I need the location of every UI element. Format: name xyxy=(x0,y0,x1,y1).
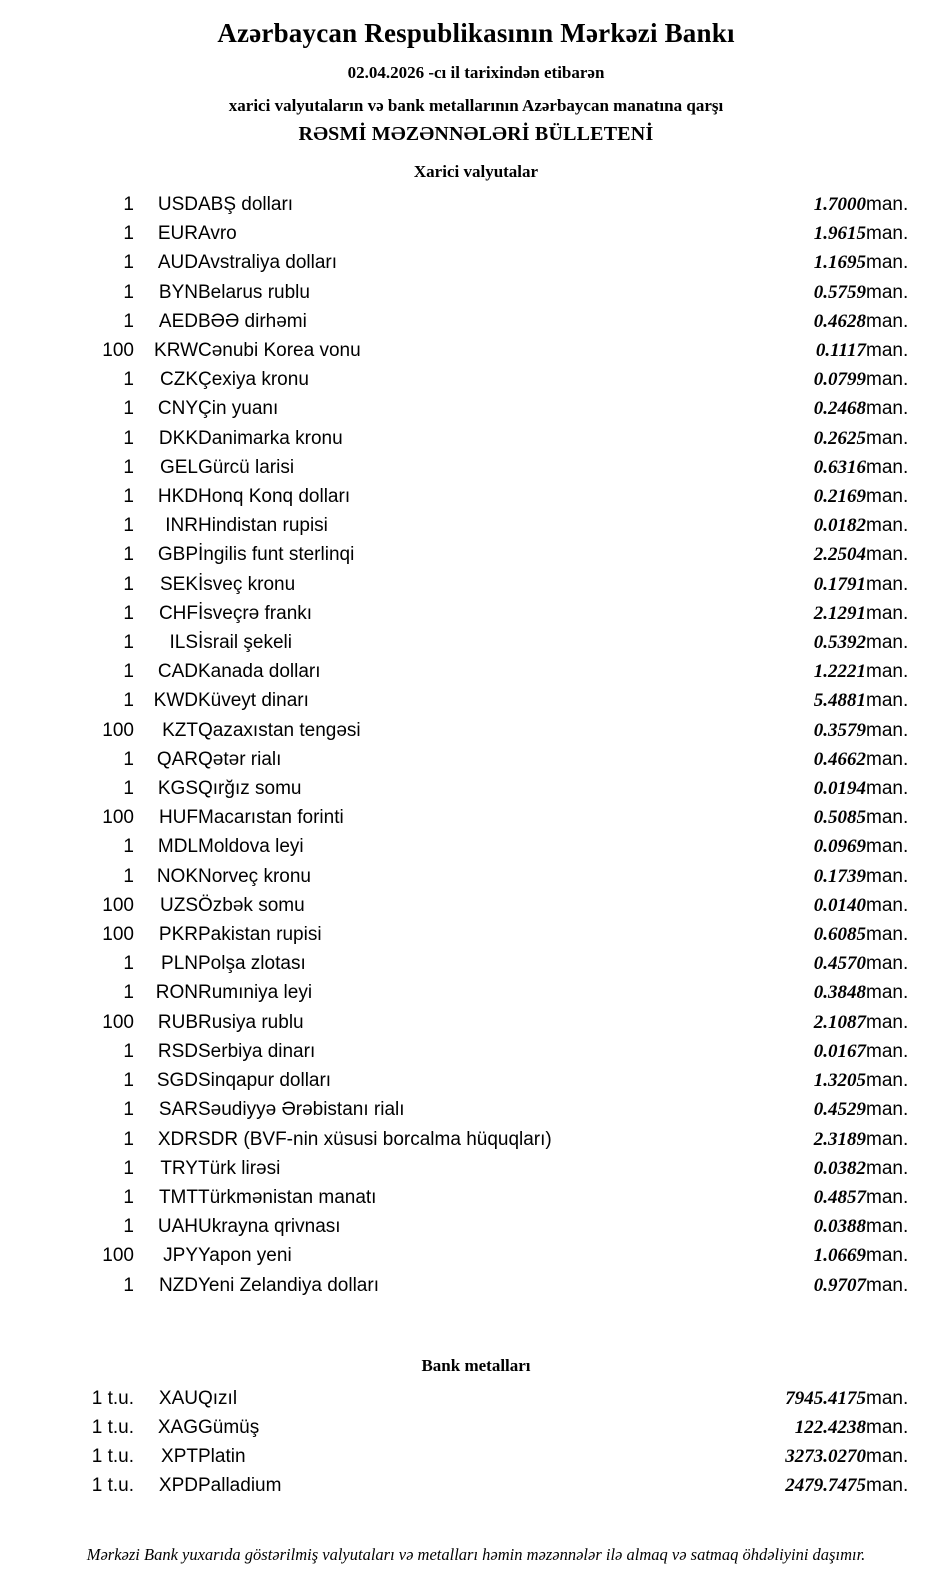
currency-name-cell: Çin yuanı xyxy=(198,398,279,420)
rate-value-cell: 122.4238 xyxy=(794,1416,866,1438)
currency-name-cell: Norveç kronu xyxy=(198,865,311,887)
table-row xyxy=(24,1183,928,1212)
currency-code-cell: CHF xyxy=(158,602,198,624)
units-cell: 1 xyxy=(123,1070,134,1092)
currency-code-cell: XPD xyxy=(158,1475,198,1497)
rate-unit-cell: man. xyxy=(866,602,909,624)
currency-code-cell: XAG xyxy=(157,1416,198,1438)
rate-unit-cell: man. xyxy=(866,836,909,858)
units-cell: 1 xyxy=(123,690,134,712)
table-row xyxy=(24,1154,928,1183)
table-row xyxy=(24,891,928,920)
currency-code-cell: JPY xyxy=(163,1245,198,1267)
currency-name-cell: ABŞ dolları xyxy=(198,194,294,215)
rate-value-cell: 1.7000 xyxy=(813,194,866,215)
rate-unit-cell: man. xyxy=(866,1011,909,1033)
currency-name-cell: Hindistan rupisi xyxy=(198,515,328,537)
currency-code-cell: SGD xyxy=(156,1070,198,1092)
units-cell: 1 xyxy=(123,836,134,858)
rate-unit-cell: man. xyxy=(866,778,909,800)
rate-unit-cell: man. xyxy=(866,661,909,683)
units-cell: 1 xyxy=(123,544,134,566)
currency-name-cell: Moldova leyi xyxy=(198,836,304,858)
currency-code-cell: PKR xyxy=(158,924,198,946)
rate-value-cell: 0.5392 xyxy=(813,632,866,654)
units-cell: 1 xyxy=(123,1040,134,1062)
currency-name-cell: BƏƏ dirhəmi xyxy=(198,310,307,332)
units-cell: 100 xyxy=(102,1011,134,1033)
units-cell: 1 xyxy=(123,1157,134,1179)
currency-name-cell: Qızıl xyxy=(198,1387,238,1409)
units-cell: 1 xyxy=(123,252,134,274)
currency-code-cell: TRY xyxy=(160,1157,198,1179)
table-row xyxy=(24,482,928,511)
rate-value-cell: 0.9707 xyxy=(813,1274,866,1296)
rate-unit-cell: man. xyxy=(866,427,909,449)
units-cell: 1 xyxy=(123,427,134,449)
currency-name-cell: İsveç kronu xyxy=(198,573,296,595)
rate-value-cell: 0.2625 xyxy=(813,427,866,449)
currency-name-cell: SDR (BVF-nin xüsusi borcalma hüquqları) xyxy=(198,1128,552,1150)
currency-code-cell: XDR xyxy=(157,1128,198,1150)
currency-name-cell: Polşa zlotası xyxy=(198,953,306,975)
currency-code-cell: KGS xyxy=(157,778,198,800)
currency-code-cell: GBP xyxy=(157,544,198,566)
rate-value-cell: 0.0969 xyxy=(813,836,866,858)
currency-name-cell: Palladium xyxy=(198,1475,282,1497)
table-row xyxy=(24,248,928,277)
currency-name-cell: Honq Konq dolları xyxy=(198,486,351,508)
currency-code-cell: GEL xyxy=(159,456,198,478)
units-cell: 1 xyxy=(123,982,134,1004)
currency-code-cell: CAD xyxy=(157,661,198,683)
rate-value-cell: 0.4628 xyxy=(813,310,866,332)
currency-name-cell: Türkmənistan manatı xyxy=(198,1186,377,1208)
rate-unit-cell: man. xyxy=(866,1070,909,1092)
currency-name-cell: Çexiya kronu xyxy=(198,369,309,391)
rate-unit-cell: man. xyxy=(866,340,909,362)
rate-value-cell: 0.4570 xyxy=(813,953,866,975)
currency-name-cell: Pakistan rupisi xyxy=(198,924,322,946)
rate-value-cell: 1.3205 xyxy=(813,1070,866,1092)
rate-value-cell: 0.0382 xyxy=(813,1157,866,1179)
table-row xyxy=(24,570,928,599)
currency-code-cell: HKD xyxy=(157,486,198,508)
table-row xyxy=(24,949,928,978)
currency-name-cell: Avstraliya dolları xyxy=(198,252,338,274)
rate-value-cell: 5.4881 xyxy=(813,690,866,712)
rate-value-cell: 2.3189 xyxy=(813,1128,866,1150)
currency-code-cell: ILS xyxy=(169,632,198,654)
rate-value-cell: 1.0669 xyxy=(813,1245,866,1267)
currency-name-cell: Səudiyyə Ərəbistanı rialı xyxy=(198,1099,405,1121)
table-row xyxy=(24,716,928,745)
table-row xyxy=(24,278,928,307)
currency-name-cell: Cənubi Korea vonu xyxy=(198,340,361,362)
rate-unit-cell: man. xyxy=(866,486,909,508)
currency-code-cell: BYN xyxy=(158,281,198,303)
units-cell: 1 xyxy=(123,1128,134,1150)
rate-unit-cell: man. xyxy=(866,748,909,770)
rate-unit-cell: man. xyxy=(866,690,909,712)
rate-unit-cell: man. xyxy=(866,544,909,566)
rate-unit-cell: man. xyxy=(866,456,909,478)
metal-rows xyxy=(24,1384,928,1501)
rate-unit-cell: man. xyxy=(866,1186,909,1208)
table-row xyxy=(24,1095,928,1124)
rate-unit-cell: man. xyxy=(866,1245,909,1267)
rate-value-cell: 2.1087 xyxy=(813,1011,866,1033)
units-cell: 1 xyxy=(123,1274,134,1296)
rate-value-cell: 7945.4175 xyxy=(785,1387,866,1409)
table-row xyxy=(24,394,928,423)
table-row xyxy=(24,745,928,774)
currency-code-cell: EUR xyxy=(157,223,198,245)
table-row xyxy=(24,862,928,891)
rate-value-cell: 0.0799 xyxy=(813,369,866,391)
table-row xyxy=(24,1008,928,1037)
table-row xyxy=(24,424,928,453)
rate-value-cell: 0.0140 xyxy=(813,894,866,916)
footer-note: Mərkəzi Bank yuxarıda göstərilmiş valyutaları və metalları həmin məzənnələr ilə almaq və satmaq öhdəliyini daşımır. xyxy=(86,1544,866,1564)
rate-value-cell: 2479.7475 xyxy=(785,1475,866,1497)
rate-value-cell: 0.0388 xyxy=(813,1216,866,1238)
units-cell: 100 xyxy=(102,894,134,916)
currency-code-cell: DKK xyxy=(158,427,198,449)
rate-value-cell: 0.2169 xyxy=(813,486,866,508)
table-row xyxy=(24,832,928,861)
units-cell: 1 xyxy=(123,865,134,887)
currency-code-cell: CZK xyxy=(160,369,198,391)
rate-unit-cell: man. xyxy=(866,807,909,829)
currency-code-cell: NZD xyxy=(158,1274,198,1296)
rate-unit-cell: man. xyxy=(866,1040,909,1062)
currency-name-cell: Ukrayna qrivnası xyxy=(198,1216,341,1238)
currency-name-cell: Türk lirəsi xyxy=(198,1157,281,1179)
rate-value-cell: 2.1291 xyxy=(813,602,866,624)
currency-code-cell: RUB xyxy=(157,1011,198,1033)
table-row xyxy=(24,219,928,248)
currency-name-cell: Avro xyxy=(198,223,237,245)
rate-unit-cell: man. xyxy=(866,310,909,332)
currency-name-cell: Qırğız somu xyxy=(198,778,302,800)
units-cell: 1 t.u. xyxy=(91,1387,134,1409)
currency-name-cell: Qətər rialı xyxy=(198,748,282,770)
units-cell: 1 xyxy=(123,486,134,508)
currency-code-cell: UAH xyxy=(157,1216,198,1238)
units-cell: 1 xyxy=(123,310,134,332)
units-cell: 100 xyxy=(102,807,134,829)
subtitle-line-1: xarici valyutaların və bank metallarının Azərbaycan manatına qarşı xyxy=(228,96,724,115)
units-cell: 1 xyxy=(123,661,134,683)
rate-unit-cell: man. xyxy=(866,515,909,537)
rate-unit-cell: man. xyxy=(866,865,909,887)
currency-code-cell: HUF xyxy=(158,807,198,829)
units-cell: 1 xyxy=(123,1216,134,1238)
table-row xyxy=(24,803,928,832)
table-row xyxy=(24,453,928,482)
units-cell: 1 xyxy=(123,748,134,770)
units-cell: 1 xyxy=(123,1099,134,1121)
currency-code-cell: TMT xyxy=(158,1186,198,1208)
currency-name-cell: Qazaxıstan tengəsi xyxy=(198,719,361,741)
rate-value-cell: 0.4662 xyxy=(813,748,866,770)
currency-name-cell: Serbiya dinarı xyxy=(198,1040,316,1062)
rate-value-cell: 0.1117 xyxy=(815,340,866,362)
metal-rates-table xyxy=(24,1384,928,1501)
rate-value-cell: 1.1695 xyxy=(813,252,866,274)
currency-code-cell: MDL xyxy=(157,836,198,858)
currency-name-cell: Belarus rublu xyxy=(198,281,310,303)
units-cell: 1 t.u. xyxy=(91,1446,134,1468)
currency-code-cell: RON xyxy=(155,982,198,1004)
table-row xyxy=(24,307,928,336)
units-cell: 1 t.u. xyxy=(91,1416,134,1438)
currency-code-cell: KRW xyxy=(154,340,198,362)
currency-code-cell: QAR xyxy=(156,748,198,770)
currencies-section-heading: Xarici valyutalar xyxy=(413,162,539,181)
rate-value-cell: 0.6316 xyxy=(813,456,866,478)
currency-code-cell: RSD xyxy=(157,1040,198,1062)
units-cell: 1 xyxy=(123,953,134,975)
currency-name-cell: Macarıstan forinti xyxy=(198,807,344,829)
rate-value-cell: 0.1791 xyxy=(813,573,866,595)
units-cell: 100 xyxy=(102,719,134,741)
units-cell: 100 xyxy=(102,1245,134,1267)
currency-name-cell: Gürcü larisi xyxy=(198,456,295,478)
rate-value-cell: 0.4529 xyxy=(813,1099,866,1121)
currency-code-cell: PLN xyxy=(161,953,198,975)
currency-rates-table xyxy=(24,190,928,1300)
currency-name-cell: İsrail şekeli xyxy=(198,632,292,654)
rate-value-cell: 2.2504 xyxy=(813,544,866,566)
units-cell: 1 t.u. xyxy=(91,1475,134,1497)
units-cell: 1 xyxy=(123,194,134,215)
table-row xyxy=(24,657,928,686)
table-row xyxy=(24,978,928,1007)
currency-name-cell: Küveyt dinarı xyxy=(198,690,309,712)
rate-unit-cell: man. xyxy=(866,632,909,654)
rate-unit-cell: man. xyxy=(866,1216,909,1238)
units-cell: 100 xyxy=(102,340,134,362)
rate-unit-cell: man. xyxy=(866,1128,909,1150)
currency-code-cell: AUD xyxy=(157,252,198,274)
units-cell: 1 xyxy=(123,223,134,245)
table-row xyxy=(24,1125,928,1154)
rate-value-cell: 1.2221 xyxy=(813,661,866,683)
table-row xyxy=(24,1271,928,1300)
rate-value-cell: 0.0194 xyxy=(813,778,866,800)
units-cell: 1 xyxy=(123,1186,134,1208)
rate-unit-cell: man. xyxy=(866,223,909,245)
currency-code-cell: KWD xyxy=(153,690,198,712)
currency-name-cell: Rumıniya leyi xyxy=(198,982,313,1004)
effective-date: 02.04.2026 -cı il tarixindən etibarən xyxy=(347,63,605,82)
table-row xyxy=(24,774,928,803)
rate-unit-cell: man. xyxy=(866,573,909,595)
table-row xyxy=(24,336,928,365)
table-row xyxy=(24,1384,928,1413)
units-cell: 100 xyxy=(102,924,134,946)
currency-code-cell: XAU xyxy=(158,1387,198,1409)
table-row xyxy=(24,599,928,628)
currency-name-cell: Sinqapur dolları xyxy=(198,1070,332,1092)
table-row xyxy=(24,1471,928,1500)
rate-unit-cell: man. xyxy=(866,194,909,215)
units-cell: 1 xyxy=(123,515,134,537)
currency-name-cell: Gümüş xyxy=(198,1416,260,1438)
currency-name-cell: İngilis funt sterlinqi xyxy=(198,544,355,566)
rate-value-cell: 0.4857 xyxy=(813,1186,866,1208)
units-cell: 1 xyxy=(123,602,134,624)
currency-code-cell: INR xyxy=(165,515,198,537)
currency-code-cell: SAR xyxy=(158,1099,198,1121)
rate-unit-cell: man. xyxy=(866,1099,909,1121)
rate-value-cell: 0.1739 xyxy=(813,865,866,887)
rate-unit-cell: man. xyxy=(866,252,909,274)
units-cell: 1 xyxy=(123,456,134,478)
metals-section-heading: Bank metalları xyxy=(421,1355,531,1375)
table-row xyxy=(24,511,928,540)
units-cell: 1 xyxy=(123,632,134,654)
currency-code-cell: UZS xyxy=(160,894,198,916)
currency-name-cell: Danimarka kronu xyxy=(198,427,343,449)
rate-unit-cell: man. xyxy=(866,953,909,975)
table-row xyxy=(24,628,928,657)
rate-value-cell: 0.3848 xyxy=(813,982,866,1004)
rate-value-cell: 0.0167 xyxy=(813,1040,866,1062)
rate-unit-cell: man. xyxy=(866,1416,909,1438)
table-row xyxy=(24,365,928,394)
rate-unit-cell: man. xyxy=(866,1475,909,1497)
currency-name-cell: Yeni Zelandiya dolları xyxy=(198,1274,379,1296)
section-spacer xyxy=(24,1300,928,1340)
table-row xyxy=(24,1212,928,1241)
table-row xyxy=(24,540,928,569)
currency-name-cell: Yapon yeni xyxy=(198,1245,292,1267)
rate-unit-cell: man. xyxy=(866,1387,909,1409)
table-row xyxy=(24,1066,928,1095)
units-cell: 1 xyxy=(123,281,134,303)
currency-code-cell: XPT xyxy=(161,1446,198,1468)
rate-unit-cell: man. xyxy=(866,369,909,391)
rate-unit-cell: man. xyxy=(866,1446,909,1468)
table-row xyxy=(24,1241,928,1270)
rate-unit-cell: man. xyxy=(866,1157,909,1179)
currency-code-cell: AED xyxy=(158,310,198,332)
page-title: Azərbaycan Respublikasının Mərkəzi Bankı xyxy=(217,18,735,48)
rate-unit-cell: man. xyxy=(866,982,909,1004)
rate-value-cell: 0.6085 xyxy=(813,924,866,946)
table-row xyxy=(24,1413,928,1442)
currency-code-cell: USD xyxy=(157,194,198,215)
units-cell: 1 xyxy=(123,778,134,800)
table-row xyxy=(24,686,928,715)
rate-value-cell: 0.2468 xyxy=(813,398,866,420)
rate-value-cell: 3273.0270 xyxy=(785,1446,866,1468)
table-row xyxy=(24,1037,928,1066)
table-row xyxy=(24,920,928,949)
rate-unit-cell: man. xyxy=(866,924,909,946)
currency-name-cell: Platin xyxy=(198,1446,246,1468)
currency-name-cell: Rusiya rublu xyxy=(198,1011,304,1033)
currency-name-cell: Kanada dolları xyxy=(198,661,321,683)
table-row xyxy=(24,1442,928,1471)
rate-unit-cell: man. xyxy=(866,894,909,916)
units-cell: 1 xyxy=(123,573,134,595)
rate-value-cell: 0.3579 xyxy=(813,719,866,741)
rate-unit-cell: man. xyxy=(866,719,909,741)
currency-name-cell: Özbək somu xyxy=(198,894,305,916)
currency-name-cell: İsveçrə frankı xyxy=(198,602,313,624)
table-row xyxy=(24,190,928,219)
rate-value-cell: 1.9615 xyxy=(813,223,866,245)
currency-code-cell: SEK xyxy=(159,573,198,595)
units-cell: 1 xyxy=(123,398,134,420)
currency-code-cell: CNY xyxy=(157,398,198,420)
currency-rows xyxy=(24,190,928,1300)
rate-value-cell: 0.5085 xyxy=(813,807,866,829)
rate-value-cell: 0.0182 xyxy=(813,515,866,537)
rate-unit-cell: man. xyxy=(866,281,909,303)
units-cell: 1 xyxy=(123,369,134,391)
subtitle-line-2: RƏSMİ MƏZƏNNƏLƏRİ BÜLLETENİ xyxy=(298,123,654,145)
rate-unit-cell: man. xyxy=(866,1274,909,1296)
currency-code-cell: NOK xyxy=(156,865,198,887)
rate-value-cell: 0.5759 xyxy=(813,281,866,303)
currency-code-cell: KZT xyxy=(162,719,198,741)
rate-unit-cell: man. xyxy=(866,398,909,420)
